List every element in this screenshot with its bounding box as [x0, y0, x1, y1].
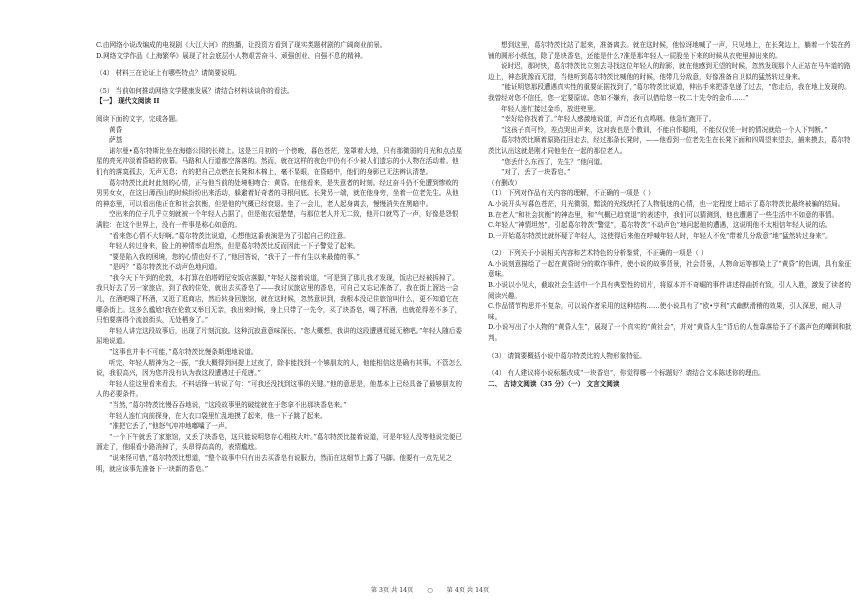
- left-paragraph: “是吗？”葛尔特茨比不动声色地问道。: [109, 263, 222, 272]
- left-paragraph: 年轻人连忙向前探身，在大衣口袋里忙乱地摸了起来，他一下子跳了起来。: [109, 411, 327, 420]
- page-separator: ○: [427, 587, 433, 594]
- right-paragraph: C.作品情节构思并不复杂，可以说作者采用的这种结构……使小说具有了“欧•亨利”式幽默滑稽的效果，引人深思，耐人寻味。: [488, 302, 842, 321]
- right-paragraph: “这孩子真可怜，差点哭出声来，这对我也是个教训，不能自作聪明，不能仅仅凭一时的情况就给一个人下判断。”: [501, 125, 828, 134]
- right-paragraph: [488, 344, 852, 351]
- right-paragraph: 葛尔特茨比顺着原路往回走去，经过那条长凳时，——他看到一位老先生在长凳下面和四周望来望去，捕来摸去，葛尔特茨比认出这就是刚才同他坐在一起的那位老人。: [488, 136, 851, 155]
- left-paragraph: “说来怪可惜，”葛尔特茨比想道，“整个故事中只有出去买香皂有说服力，然而在这细节上露了马脚。他要有一点先见之明，就应该事先准备下一块新的香皂。”: [96, 453, 453, 473]
- right-paragraph: （3） 请简要概括小说中葛尔特茨比的人物形象特征。: [488, 351, 646, 360]
- right-paragraph: B.在老人“和社会抗衡”的神态里，和“气概已趋衰退”的表述中，我们可以猜测到，他也遭遇了一些生活中不如意的事情。: [488, 210, 839, 219]
- right-paragraph: [488, 361, 852, 368]
- right-paragraph: 二、 古诗文阅读（35 分）（一） 文言文阅读: [488, 379, 620, 388]
- right-page-number: 第 4页 共 14页: [446, 587, 490, 594]
- right-paragraph: （2） 下列关于小说相关内容和艺术特色的分析鉴赏，不正确的一项是（ ）: [488, 249, 708, 258]
- left-paragraph: 年轻人转过身来，脸上的神情率直坦然，但是葛尔特茨比反而因此一下子警觉了起来。: [109, 242, 360, 251]
- left-paragraph: “我今天下午到的伦敦，本打算在伯塔姆尼安饭店落脚，”年轻人接着说道，“可是到了那儿我才发现，饭店已经被拆掉了。我只好去了另一家旅店，到了我的住处，就出去买香皂了——我讨厌旅店里的香皂，可自己又忘记准备了，我在街上溜达一会儿，在酒吧喝了杯酒，又逛了逛商店，然后转身回旅馆，就在这时候，忽然意识到，我根本没记住旅馆叫什么，更不知道它在哪条街上。这多么尴尬!我在伦敦又举目无亲，我出来时候，身上只带了一先令，买了块香皂，喝了杯酒，也就花得差不多了，只怕要落得个流浪街头，无处栖身了。”: [96, 273, 462, 325]
- left-paragraph: [96, 107, 464, 114]
- right-paragraph: A.小说刻意描绘了一起在黄昏时分的欺诈事件，使小说的故事背景，社会背景，人物命运等都染上了“黄昏”的色调，具有象征意味。: [488, 259, 852, 279]
- left-paragraph: 葛尔特茨比此时此刻的心情，正与他当前的处境相吻合：黄昏。在他看来，是失意者的时刻。经过奋斗仍不免遭到惨败的男男女女，在这日薄西山的时候纷纷出来活动，躲避着好奇者的寻根问底。长凳另一端，就在他身旁，坐着一位老先生。从他的神态里，可以看出他正在和社会抗衡，但是他的气概已经衰退。坐了一会儿，老人起身离去，慢慢消失在黑暗中。: [96, 178, 459, 208]
- left-paragraph: 阅读下面的文字，完成各题。: [96, 114, 182, 123]
- left-paragraph: 空出来的位子几乎立刻就被一个年轻人占据了，但是他衣冠楚楚，与那位老人并无二致，他开口就骂了一声，好像是怨恨满腔：在这个世界上，没有一件事是称心如意的。: [96, 210, 459, 229]
- left-paragraph: [96, 79, 464, 86]
- right-paragraph: 想到这里，葛尔特茨比站了起来，准备离去。就在这时候，他惊讶地喊了一声，只见地上，在长凳边上，躺着一个装在药铺的圆形小纸包，除了是块香皂，还能是什么?准是那年轻人一屁股坐下来的时候从衣兜里掉出来的。: [488, 41, 851, 60]
- left-paragraph: 【一】 现代文阅读 II: [96, 97, 160, 106]
- right-paragraph: “幸好给你找着了。”年轻人感激地说道，声音还有点鸣咽。他急忙跑开了。: [501, 115, 716, 124]
- right-paragraph: “您丢什么东西了，先生？”他问道。: [501, 157, 607, 166]
- right-paragraph: D.小说写出了小人物的“黄昏人生”，展现了一个真实的“黄社会”，并对“黄昏人生”背后的人性靠落给予了不露声色的嘲讽和批判。: [488, 323, 852, 343]
- right-paragraph: “对了，丢了一块香皂。”: [501, 168, 571, 177]
- left-paragraph: （5） 当前如何推动网络文学健康发展？请结合材料谈谈你的看法。: [96, 86, 294, 95]
- left-paragraph: D.网络文学作品《上海繁华》展现了社会底层小人物艰苦奋斗、顽强创业、自强不息的精神。: [96, 51, 367, 60]
- left-paragraph: 年轻人往这里看来看去，不料话锋一转说了句：“可我还没找到这事的关键。”他的意思是，他基本上已经具备了最够朋友的人的必要条件。: [96, 379, 462, 399]
- left-paragraph: “这事也并非不可能，”葛尔特茨比慢条斯理地说道。: [109, 348, 258, 357]
- left-paragraph: （4） 材料三在论证上有哪些特点？请简要说明。: [96, 69, 241, 78]
- left-paragraph: “当然，”葛尔特茨比慢吞吞地说，“这段故事里的破绽就在于您拿不出那块香皂来。”: [109, 401, 347, 409]
- left-paragraph: “一个下午就丢了家旅馆，又丢了块香皂，这只能说明您存心粗枝大叶。”葛尔特茨比接着说道，可是年轻人没等他说完便已溜走了，他眼看小路消掉了，头昂得高高的，表情尴尬。: [96, 432, 462, 452]
- page-footer: [0, 585, 860, 594]
- left-column: [96, 40, 464, 474]
- left-paragraph: “要是陷入我的困境，您的心情也好不了，”他回答说，“我干了一件有生以来最傻的事。”: [109, 252, 360, 261]
- right-column: [488, 40, 852, 389]
- right-paragraph: D.一开始葛尔特茨比就怀疑了年轻人，这使得后来他在呼喊年轻人时，年轻人不免“带着几分敌意”地“猛然转过身来”。: [488, 231, 832, 240]
- right-paragraph: （有删改）: [488, 178, 521, 187]
- right-paragraph: A.小说开头写暮色苍茫，月光微弱，黯淡的光线烘托了人物低迷的心情，也一定程度上暗示了葛尔特茨比最终被骗的结局。: [488, 199, 845, 208]
- left-paragraph: “准把它丢了，”他怒气冲冲地嘟囔了一声。: [109, 422, 232, 431]
- left-paragraph: 听完，年轻人精神为之一振，“我大概得到河提上过夜了，除非能找到一个够朋友的人，他能相信这是确有其事。不管怎么说，我很高兴，因为您并没有认为我这段遭遇过于荒唐。”: [96, 358, 462, 378]
- left-page-number: 第 3页 共 14页: [370, 587, 414, 594]
- left-paragraph: [96, 61, 464, 68]
- right-paragraph: “能证明您那段遭遇真实性的重要证据找到了，”葛尔特茨比说道，伸出手来把香皂递了过去，“您走后，我在地上发现的。我曾经对您不信任，您一定要原谅。您如不嫌弃，我可以借给您一枚二十先令的金币……”: [488, 83, 851, 102]
- right-paragraph: 年轻人连忙接过金币，放进兜里。: [501, 104, 600, 113]
- left-paragraph: “看来您心情不大好啊。”葛尔特茨比说道，心想他这番表演是为了引起自己的注意。: [109, 231, 350, 240]
- left-paragraph: C.由网络小说改编成的电视剧《大江大河》的热播，让投资方看到了现实类题材剧的广阔商业前景。: [96, 41, 387, 49]
- right-paragraph: C.年轻人“神情坦然”，引起葛尔特茨“警觉”，葛尔特茨“不动声色”地问起他的遭遇，这说明他不太相信年轻人说的话。: [488, 221, 832, 230]
- right-paragraph: [488, 241, 852, 248]
- right-paragraph: B.小说以小见大，截取社会生活中一个具有典型性的切片，将原本并不奇崛的事件讲述得曲折有致，引人入胜，激发了读者的阅读兴趣。: [488, 281, 852, 300]
- right-paragraph: （4） 有人建议将小说标题改成“一块香皂”，你觉得哪一个标题好？请结合文本陈述你的理由。: [488, 369, 765, 378]
- left-paragraph: 年轻人讲完这段故事后，出现了片刻沉寂。这种沉寂意意味深长。“您大概想，我讲的这段遭遇荒诞无稽吧。”年轻人随后委屈地说道。: [96, 326, 462, 346]
- right-paragraph: （1） 下列对作品有关内容的理解，不正确的一项是（ ）: [488, 189, 655, 198]
- left-paragraph: 萨基: [109, 136, 123, 145]
- left-paragraph: 黄昏: [109, 125, 123, 134]
- left-paragraph: 诺尔曼•葛尔特斯比坐在海德公园的长椅上。这是三月初的一个傍晚，暮色苍茫，笼罩着大地，只有那微弱的月光和点点星星的亮光冲淡着昏暗的夜幕。马路和人行道都空落落的。然而，就在这样的夜色中仍有不少被人们遗忘的小人物在活动着。他们有的落寞孤去，无声无息；有的把自己点燃在长凳和木棉上，毫不显眼，在昏暗中，他们的身影已无法辨认清楚。: [96, 146, 463, 176]
- right-paragraph: 说时迟，那时快，葛尔特茨比立刻去寻找这位年轻人的踪影，就在他感到无望的时候，忽然发现那个人正站在马车道的路边上，神态犹豫而无措，当他听到葛尔特茨比喊他的时候，他带几分敌意，好像准备自卫似的猛然转过身来。: [488, 62, 851, 81]
